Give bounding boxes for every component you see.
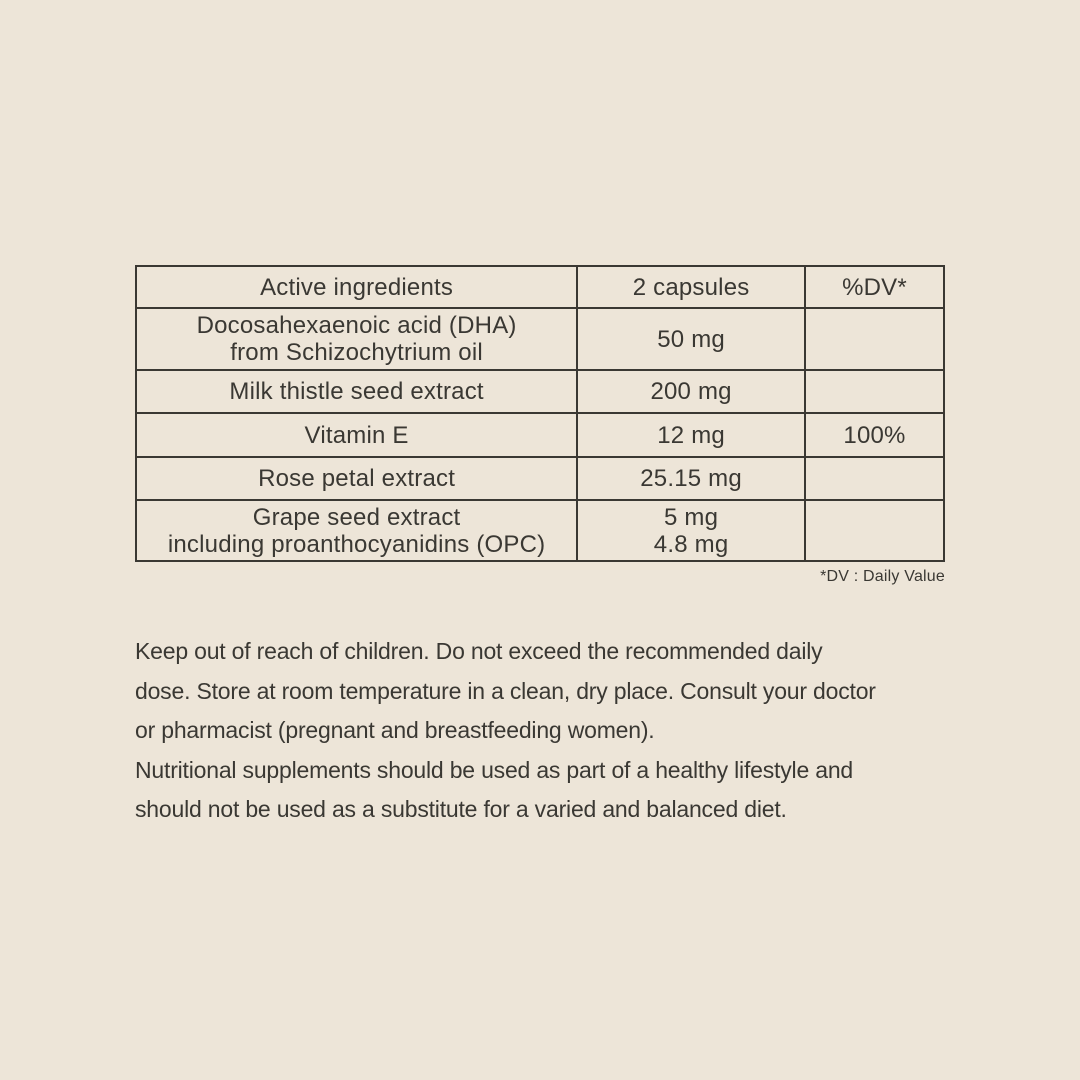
table-row — [136, 413, 944, 457]
ingredient-name: Docosahexaenoic acid (DHA) — [196, 312, 517, 339]
disclaimer-line: or pharmacist (pregnant and breastfeeding women). — [135, 717, 655, 743]
table-row — [136, 308, 944, 370]
table-row — [136, 457, 944, 500]
disclaimer-line: Keep out of reach of children. Do not exceed the recommended daily — [135, 638, 823, 664]
amount-value: 200 mg — [650, 378, 732, 405]
dv-cell — [805, 457, 944, 500]
ingredient-name: Grape seed extract — [252, 503, 461, 531]
amount-cell — [577, 413, 805, 457]
amount-cell — [577, 370, 805, 413]
dv-cell — [805, 500, 944, 561]
supplement-facts-table — [135, 265, 945, 562]
supplement-facts-section — [135, 265, 945, 586]
disclaimer-line: should not be used as a substitute for a varied and balanced diet. — [135, 796, 787, 822]
dv-footnote: *DV : Daily Value — [820, 568, 945, 585]
amount-value: 5 mg — [664, 503, 719, 531]
ingredient-cell — [136, 457, 577, 500]
ingredient-cell — [136, 500, 577, 561]
dv-cell — [805, 370, 944, 413]
amount-value: 25.15 mg — [640, 465, 742, 492]
table-row — [136, 370, 944, 413]
ingredient-name: Vitamin E — [304, 421, 409, 449]
table-row — [136, 500, 944, 561]
ingredient-source: including proanthocyanidins (OPC) — [167, 530, 546, 558]
ingredient-source: from Schizochytrium oil — [230, 339, 483, 366]
ingredient-name: Milk thistle seed extract — [229, 378, 484, 405]
column-header-dv: %DV* — [805, 266, 944, 308]
ingredient-cell — [136, 370, 577, 413]
disclaimer-text — [135, 632, 876, 830]
amount-value: 50 mg — [657, 325, 725, 353]
dv-cell: 100% — [805, 413, 944, 457]
table-header-row — [136, 266, 944, 308]
ingredient-name: Rose petal extract — [258, 465, 456, 492]
amount-value-secondary: 4.8 mg — [653, 530, 729, 558]
ingredient-cell — [136, 413, 577, 457]
ingredient-cell — [136, 308, 577, 370]
amount-cell — [577, 308, 805, 370]
amount-cell — [577, 457, 805, 500]
column-header-serving: 2 capsules — [577, 266, 805, 308]
disclaimer-line: dose. Store at room temperature in a clean, dry place. Consult your doctor — [135, 677, 876, 704]
disclaimer-line: Nutritional supplements should be used as part of a healthy lifestyle and — [135, 756, 854, 783]
dv-cell — [805, 308, 944, 370]
amount-cell — [577, 500, 805, 561]
amount-value: 12 mg — [657, 421, 725, 449]
column-header-active-ingredients: Active ingredients — [136, 266, 577, 308]
